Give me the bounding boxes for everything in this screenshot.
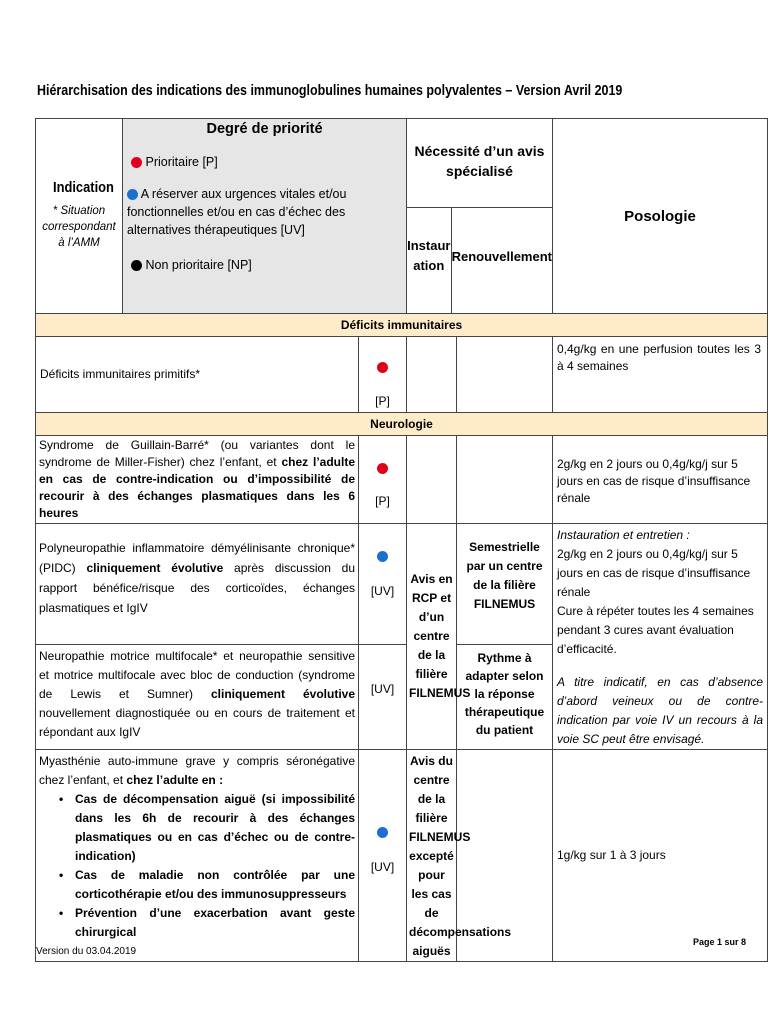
section-neurologie: Neurologie bbox=[36, 413, 768, 436]
table-row bbox=[36, 436, 768, 524]
posologie-myasthenie: 1g/kg sur 1 à 3 jours bbox=[553, 750, 768, 962]
list-item: • Prévention d’une exacerbation avant geste chirurgical bbox=[75, 904, 355, 942]
priority-legend bbox=[123, 119, 407, 314]
table-row bbox=[36, 337, 768, 413]
indication-sgb: Syndrome de Guillain-Barré* (ou variantes dont le syndrome de Miller-Fisher) chez l’enfant, et chez l’adulte en cas de contre-indication ou d’impossibilité de recourir à des échanges plasmatiques dans les 6 heures bbox=[36, 436, 359, 524]
legend-prio-uv: A réserver aux urgences vitales et/ou fonctionnelles et/ou en cas d’échec des alternatives thérapeutiques [UV] bbox=[127, 187, 347, 237]
indications-table bbox=[35, 118, 768, 962]
renouvellement-header: Renouvellement bbox=[451, 249, 552, 264]
priority-sgb: [P] bbox=[359, 436, 407, 524]
indication-note: * Situation correspondant à l’AMM bbox=[42, 205, 116, 249]
priority-myasthenie: [UV] bbox=[359, 750, 407, 962]
posologie-header: Posologie bbox=[553, 119, 768, 314]
blue-dot-icon bbox=[127, 189, 138, 200]
priority-dip: [P] bbox=[359, 337, 407, 413]
indication-pidc: Polyneuropathie inflammatoire démyélinisante chronique* (PIDC) cliniquement évolutive après discussion du rapport bénéfice/risque des corticoïdes, échanges plasmatiques et IgIV bbox=[36, 524, 359, 645]
renouvellement-semestrielle: Semestrielle par un centre de la filière FILNEMUS bbox=[457, 524, 553, 645]
priority-nmm: [UV] bbox=[359, 644, 407, 749]
list-item: • Cas de maladie non contrôlée par une corticothérapie et/ou des immunosuppresseurs bbox=[75, 866, 355, 904]
page-number: Page 1 sur 8 bbox=[693, 937, 747, 947]
table-row bbox=[36, 750, 768, 962]
blue-dot-icon bbox=[377, 551, 388, 562]
instauration-header: Instauration bbox=[407, 208, 452, 313]
header-row bbox=[36, 119, 768, 314]
legend-prio-np: Non prioritaire [NP] bbox=[131, 257, 406, 274]
table-row bbox=[36, 524, 768, 645]
indication-nmm: Neuropathie motrice multifocale* et neuropathie sensitive et motrice multifocale avec bloc de conduction (syndrome de Lewis et Sumner) cliniquement évolutive nouvellement diagnostiquée ou en cours de traitement et répondant aux IgIV bbox=[36, 644, 359, 749]
indication-myasthenie: Myasthénie auto-immune grave y compris séronégative chez l’enfant, et chez l’adulte en : • Cas de décompensation aiguë (si impossibilité dans les 6h de recourir à des échanges plasmatiques ou en cas d’échec ou de contre-indication) • Cas de maladie non contrôlée par une corticothérapie et/ou des immunosuppresseurs • Prévention d’une exacerbation avant geste chirurgical bbox=[36, 750, 359, 962]
avis-title: Nécessité d’un avis spécialisé bbox=[407, 119, 552, 208]
section-deficits: Déficits immunitaires bbox=[36, 314, 768, 337]
priority-pidc: [UV] bbox=[359, 524, 407, 645]
indication-label: Indication bbox=[53, 179, 114, 196]
blue-dot-icon bbox=[377, 827, 388, 838]
avis-header bbox=[407, 119, 553, 314]
legend-prio-p: Prioritaire [P] bbox=[131, 154, 406, 171]
document-title: Hiérarchisation des indications des immunoglobulines humaines polyvalentes – Version Avril 2019 bbox=[37, 83, 623, 99]
instauration-neuro: Avis en RCP et d’un centre de la filière FILNEMUS bbox=[407, 524, 457, 750]
list-item: • Cas de décompensation aiguë (si impossibilité dans les 6h de recourir à des échanges plasmatiques ou en cas d’échec ou de contre-indication) bbox=[75, 790, 355, 866]
posologie-neuro: Instauration et entretien : 2g/kg en 2 jours ou 0,4g/kg/j sur 5 jours en cas de risque d’insuffisance rénale Cure à répéter toutes les 4 semaines pendant 3 cures avant évaluation d’efficacité. A titre indicatif, en cas d’absence d’abord veineux ou de contre-indication par voie IV un recours à la voie SC peut être envisagé. bbox=[553, 524, 768, 750]
red-dot-icon bbox=[377, 362, 388, 373]
black-dot-icon bbox=[131, 260, 142, 271]
renouvellement-rythme: Rythme à adapter selon la réponse thérapeutique du patient bbox=[457, 644, 553, 749]
red-dot-icon bbox=[377, 463, 388, 474]
posologie-dip: 0,4g/kg en une perfusion toutes les 3 à 4 semaines bbox=[553, 337, 768, 413]
instauration-myasthenie: Avis du centre de la filière FILNEMUS excepté pour les cas de décompensations aiguës bbox=[407, 750, 457, 962]
version-footer: Version du 03.04.2019 bbox=[36, 946, 137, 957]
priority-title: Degré de priorité bbox=[206, 121, 323, 137]
posologie-sgb: 2g/kg en 2 jours ou 0,4g/kg/j sur 5 jours en cas de risque d’insuffisance rénale bbox=[553, 436, 768, 524]
red-dot-icon bbox=[131, 157, 142, 168]
indication-header bbox=[36, 119, 123, 314]
indication-dip: Déficits immunitaires primitifs* bbox=[36, 337, 359, 413]
